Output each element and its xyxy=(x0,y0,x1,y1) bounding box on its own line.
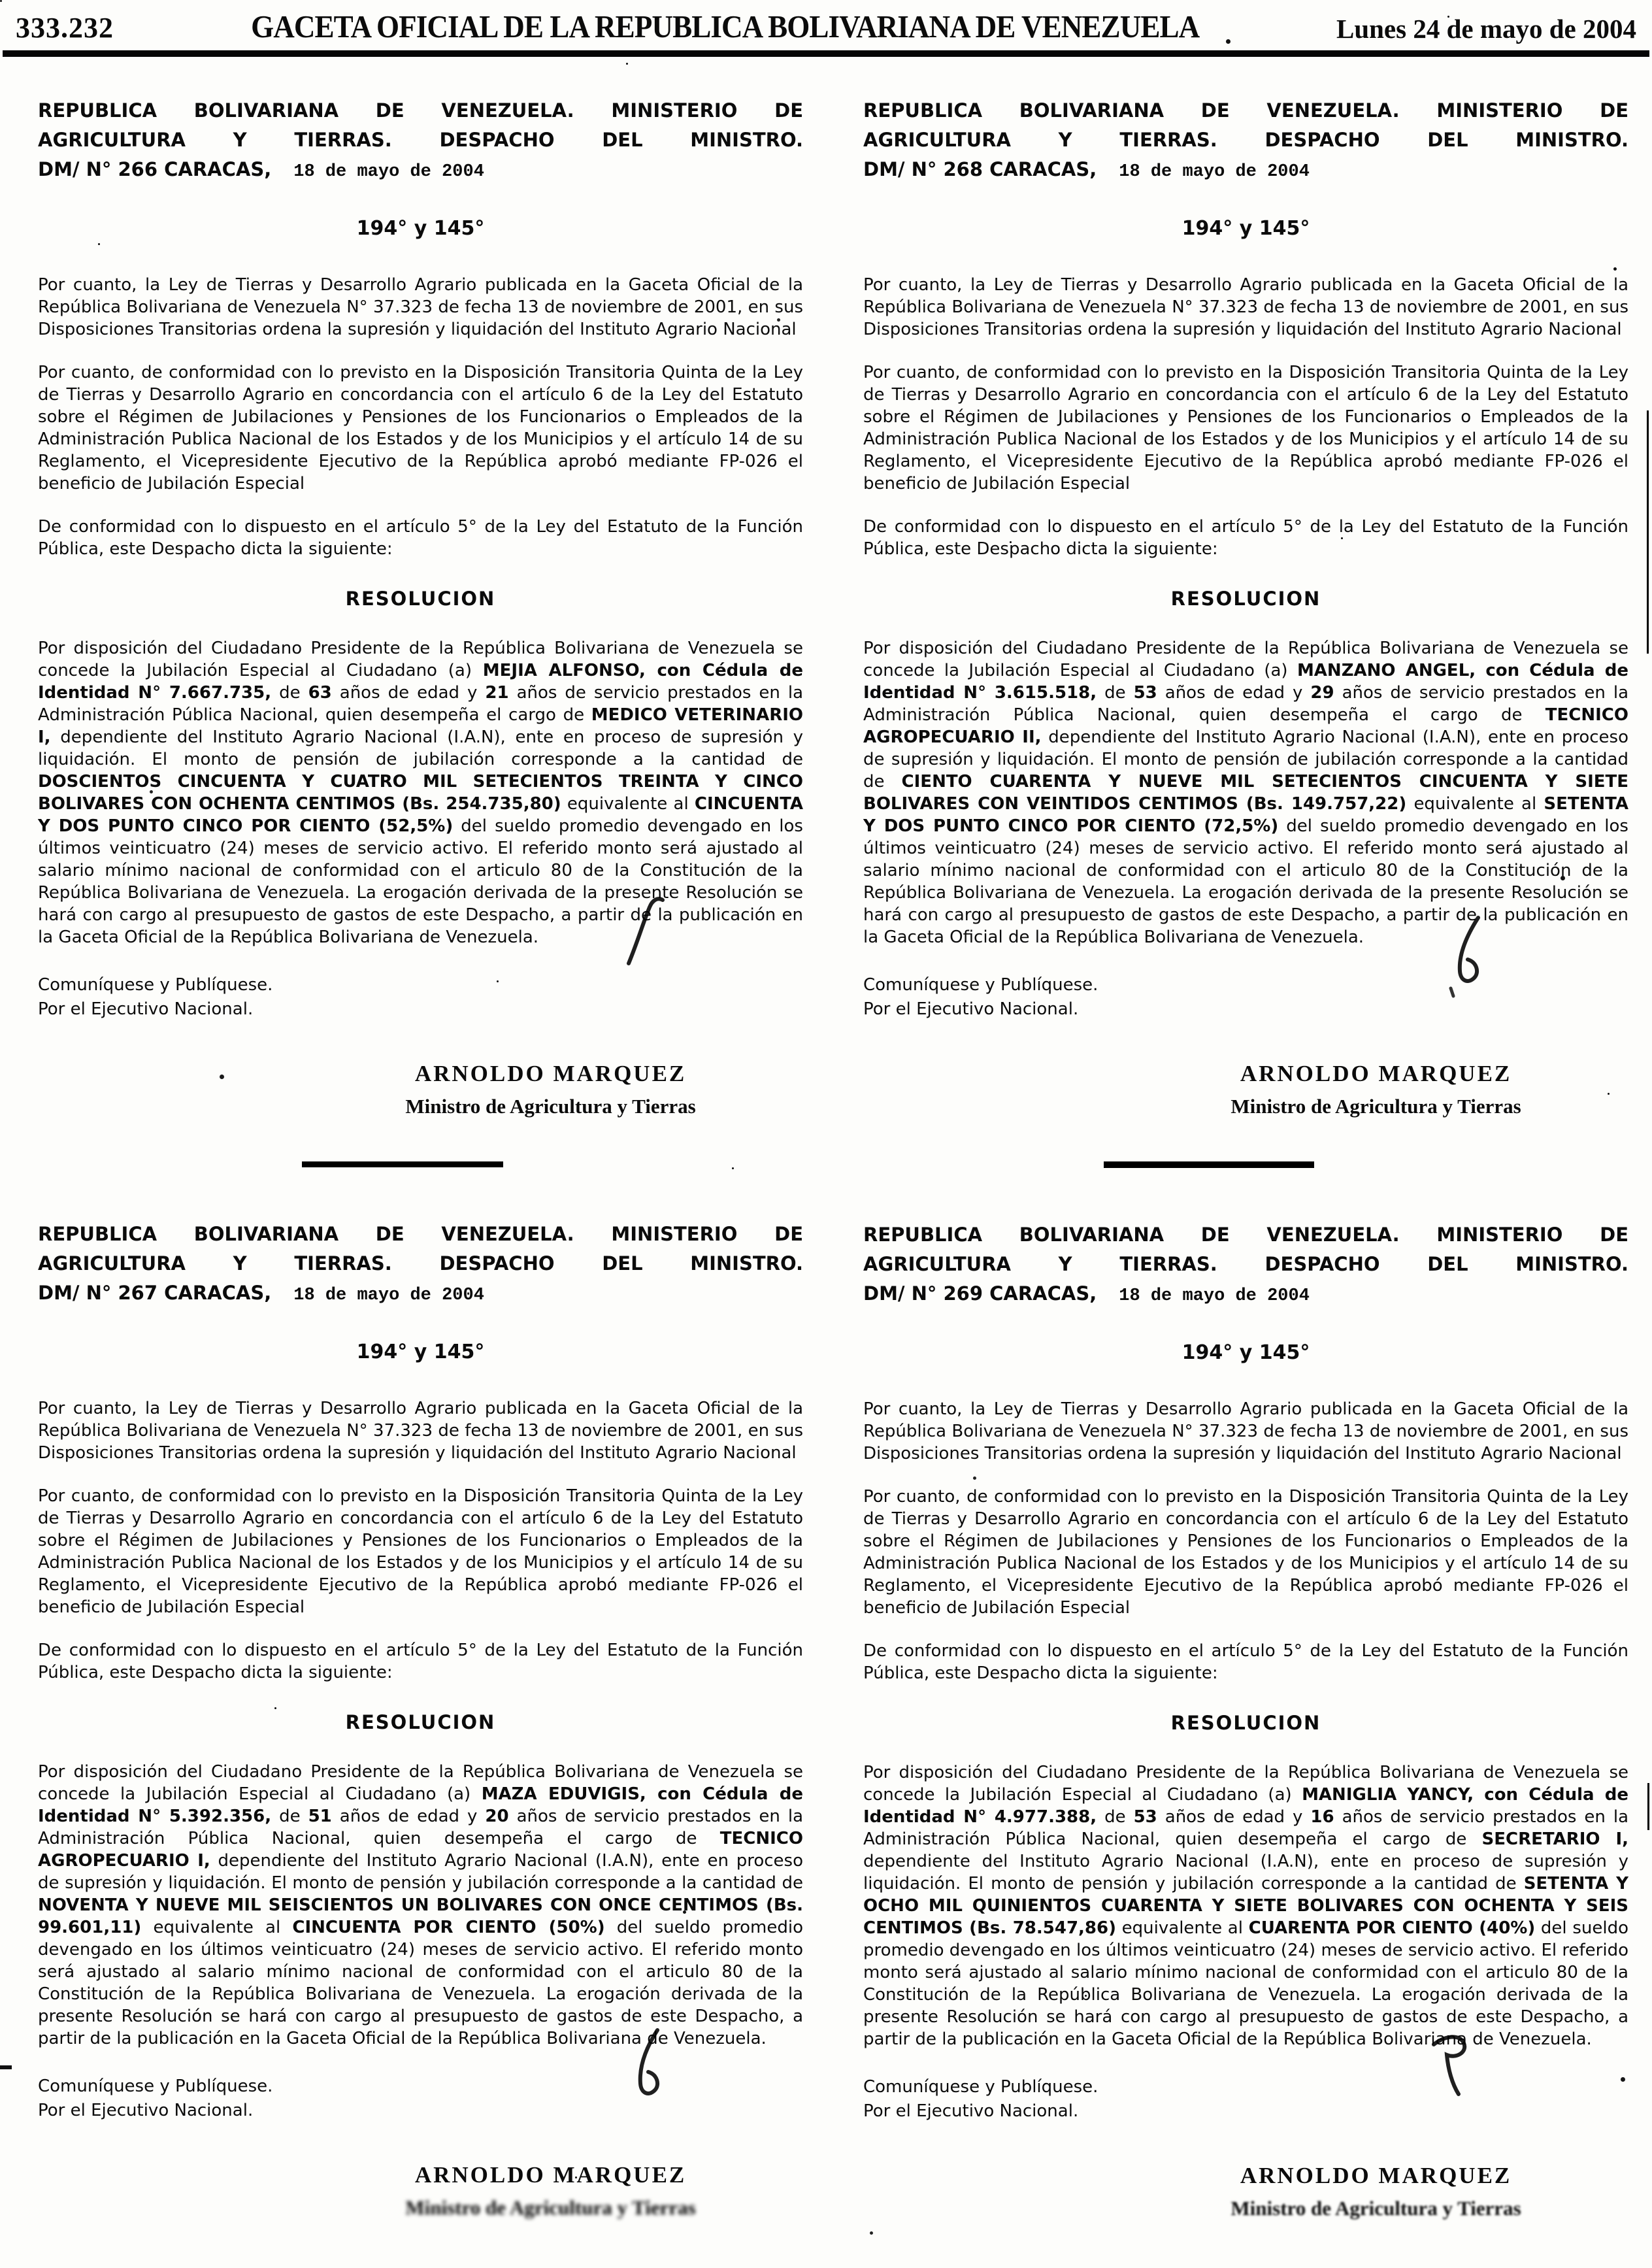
closing-block xyxy=(863,2075,1628,2124)
text-segment: SETENTA Y OCHO MIL QUINIENTOS CUARENTA Y SIETE BOLIVARES CON OCHENTA Y SEIS CENTIMOS (Bs. 78.547,86) xyxy=(863,1874,1628,1938)
text-segment: 20 xyxy=(485,1807,509,1826)
text-segment: del sueldo promedio devengado en los últimos veinticuatro (24) meses de servicio activo. El referido monto será ajustado al salario mínimo nacional de conformidad con el articulo 80 de la Constitución de la República Bolivariana de Venezuela. La erogación derivada de la presente Resolución se hará con cargo al presupuesto de gastos de este Despacho, a partir de la publicación en la Gaceta Oficial de la República Bolivariana de Venezuela. xyxy=(863,816,1628,947)
dm-date: 18 de mayo de 2004 xyxy=(293,162,484,182)
closing-block xyxy=(38,2075,803,2123)
closing-communique: Comuníquese y Publíquese. xyxy=(863,2077,1099,2097)
text-segment: de xyxy=(1097,1807,1134,1827)
text-segment: Por disposición del Ciudadano Presidente de la República Bolivariana de Venezuela se concede la Jubilación Especial al Ciudadano (a) xyxy=(38,639,803,680)
whereas-paragraph-2: Por cuanto, de conformidad con lo previsto en la Disposición Transitoria Quinta de la Ley de Tierras y Desarrollo Agrario en concordancia con el artículo 6 de la Ley del Estatuto sobre el Régimen de Jubilaciones y Pensiones de los Funcionarios o Empleados de la Administración Publica Nacional de los Estados y de los Municipios y el artículo 14 de su Reglamento, el Vicepresidente Ejecutivo de la República aprobó mediante FP-026 el beneficio de Jubilación Especial xyxy=(38,363,803,493)
dm-line: DM/ N° 267 CARACAS, 18 de mayo de 2004 xyxy=(38,1282,484,1305)
resolution-268 xyxy=(863,96,1628,1118)
header-rule xyxy=(3,50,1649,57)
years-heading: 194° y 145° xyxy=(356,217,485,240)
dm-line: DM/ N° 266 CARACAS, 18 de mayo de 2004 xyxy=(38,158,484,182)
text-segment: dependiente del Instituto Agrario Nacional (I.A.N), ente en proceso de supresión y liquidación. El monto de pensión y jubilación corresponde a la cantidad de xyxy=(863,1852,1628,1893)
section-divider xyxy=(1104,1161,1314,1168)
text-segment: 63 xyxy=(308,683,332,703)
text-segment: CIENTO CUARENTA Y NUEVE MIL SETECIENTOS CINCUENTA Y SIETE BOLIVARES CON VEINTIDOS CENTIMOS (Bs. 149.757,22) xyxy=(863,772,1628,814)
resolution-body-paragraph xyxy=(38,1761,803,2050)
dictum-paragraph: De conformidad con lo dispuesto en el artículo 5° de la Ley del Estatuto de la Función Pública, este Despacho dicta la siguiente: xyxy=(863,517,1628,559)
text-segment: de xyxy=(271,1807,308,1826)
signature-block xyxy=(298,2162,803,2220)
dictum-paragraph: De conformidad con lo dispuesto en el artículo 5° de la Ley del Estatuto de la Función Pública, este Despacho dicta la siguiente: xyxy=(38,517,803,559)
text-segment: años de edad y xyxy=(331,1807,486,1826)
page-number: 333.232 xyxy=(16,12,114,44)
text-segment: NOVENTA Y NUEVE MIL SEISCIENTOS UN BOLIVARES CON ONCE CENTIMOS (Bs. 99.601,11) xyxy=(38,1895,803,1937)
org-header-text: REPUBLICA BOLIVARIANA DE VENEZUELA. MINISTERIO DE AGRICULTURA Y TIERRAS. DESPACHO DEL MINISTRO. xyxy=(38,99,803,151)
resolution-266 xyxy=(38,96,803,1118)
text-segment: con Cédula de Identidad N° 7.667.735, xyxy=(38,661,803,703)
text-segment: dependiente del Instituto Agrario Nacional (I.A.N), ente en proceso de supresión y liquidación. El monto de pensión y jubilación corresponde a la cantidad de xyxy=(38,1851,803,1893)
text-segment: de xyxy=(271,683,308,703)
scan-edge-artifact xyxy=(1647,1783,1649,1830)
text-segment: 53 xyxy=(1133,683,1157,703)
resolution-body-paragraph xyxy=(863,637,1628,948)
whereas-paragraph-2: Por cuanto, de conformidad con lo previsto en la Disposición Transitoria Quinta de la Ley de Tierras y Desarrollo Agrario en concordancia con el artículo 6 de la Ley del Estatuto sobre el Régimen de Jubilaciones y Pensiones de los Funcionarios o Empleados de la Administración Publica Nacional de los Estados y de los Municipios y el artículo 14 de su Reglamento, el Vicepresidente Ejecutivo de la República aprobó mediante FP-026 el beneficio de Jubilación Especial xyxy=(863,363,1628,493)
text-segment: MEJIA ALFONSO, xyxy=(482,661,646,680)
text-segment: Por disposición del Ciudadano Presidente de la República Bolivariana de Venezuela se concede la Jubilación Especial al Ciudadano (a) xyxy=(38,1762,803,1804)
dm-date: 18 de mayo de 2004 xyxy=(293,1286,484,1305)
whereas-paragraph-1: Por cuanto, la Ley de Tierras y Desarrollo Agrario publicada en la Gaceta Oficial de la República Bolivariana de Venezuela N° 37.323 de fecha 13 de noviembre de 2001, en sus Disposiciones Transitorias ordena la supresión y liquidación del Instituto Agrario Nacional xyxy=(38,1399,803,1463)
closing-executive: Por el Ejecutivo Nacional. xyxy=(863,2101,1079,2121)
right-column xyxy=(863,96,1628,2220)
closing-executive: Por el Ejecutivo Nacional. xyxy=(863,999,1079,1019)
columns xyxy=(0,57,1652,2220)
text-segment: años de edad y xyxy=(1157,1807,1311,1827)
whereas-paragraph-2: Por cuanto, de conformidad con lo previsto en la Disposición Transitoria Quinta de la Ley de Tierras y Desarrollo Agrario en concordancia con el artículo 6 de la Ley del Estatuto sobre el Régimen de Jubilaciones y Pensiones de los Funcionarios o Empleados de la Administración Publica Nacional de los Estados y de los Municipios y el artículo 14 de su Reglamento, el Vicepresidente Ejecutivo de la República aprobó mediante FP-026 el beneficio de Jubilación Especial xyxy=(38,1486,803,1617)
text-segment: años de servicio prestados en la Administración Pública Nacional, quien desempeña el cargo de xyxy=(863,683,1629,725)
resolution-267 xyxy=(38,1220,803,2220)
dictum-paragraph: De conformidad con lo dispuesto en el artículo 5° de la Ley del Estatuto de la Función Pública, este Despacho dicta la siguiente: xyxy=(863,1641,1628,1683)
years-heading: 194° y 145° xyxy=(1181,1341,1310,1364)
dm-date: 18 de mayo de 2004 xyxy=(1119,162,1310,182)
resolution-269 xyxy=(863,1220,1628,2220)
signature-title: Ministro de Agricultura y Tierras xyxy=(1231,2197,1521,2220)
text-segment: 21 xyxy=(485,683,509,703)
section-divider xyxy=(302,1161,503,1167)
text-segment: dependiente del Instituto Agrario Nacional (I.A.N), ente en proceso de supresión y liquidación. El monto de pensión de jubilación corresponde a la cantidad de xyxy=(863,727,1628,792)
signature-name: ARNOLDO MARQUEZ xyxy=(1240,2163,1512,2188)
signature-block xyxy=(1123,2163,1628,2220)
text-segment: TECNICO AGROPECUARIO I, xyxy=(38,1829,803,1871)
left-column xyxy=(38,96,803,2220)
text-segment: 53 xyxy=(1133,1807,1157,1827)
signature-block xyxy=(298,1061,803,1118)
text-segment: del sueldo promedio devengado en los últimos veinticuatro (24) meses de servicio activo. El referido monto será ajustado al salario mínimo nacional de conformidad con el articulo 80 de la Constitución de la República Bolivariana de Venezuela. La erogación derivada de la presente Resolución se hará con cargo al presupuesto de gastos de este Despacho, a partir de la publicación en la Gaceta Oficial de la República Bolivariana de Venezuela. xyxy=(38,816,803,947)
text-segment: Por disposición del Ciudadano Presidente de la República Bolivariana de Venezuela se concede la Jubilación Especial al Ciudadano (a) xyxy=(863,639,1628,680)
text-segment: con Cédula de Identidad N° 5.392.356, xyxy=(38,1784,803,1826)
years-heading: 194° y 145° xyxy=(356,1341,485,1363)
org-header-paragraph xyxy=(863,96,1628,187)
text-segment: 51 xyxy=(308,1807,332,1826)
resolution-body-paragraph xyxy=(38,637,803,948)
text-segment: años de servicio prestados en la Administración Pública Nacional, quien desempeña el cargo de xyxy=(863,1807,1629,1849)
scan-edge-artifact xyxy=(1647,410,1649,654)
closing-communique: Comuníquese y Publíquese. xyxy=(38,2076,273,2096)
signature-name: ARNOLDO MARQUEZ xyxy=(1240,1061,1512,1086)
text-segment: dependiente del Instituto Agrario Nacional (I.A.N), ente en proceso de supresión y liquidación. El monto de pensión de jubilación corresponde a la cantidad de xyxy=(38,727,803,769)
signature-title: Ministro de Agricultura y Tierras xyxy=(405,2196,696,2219)
whereas-paragraph-1: Por cuanto, la Ley de Tierras y Desarrollo Agrario publicada en la Gaceta Oficial de la República Bolivariana de Venezuela N° 37.323 de fecha 13 de noviembre de 2001, en sus Disposiciones Transitorias ordena la supresión y liquidación del Instituto Agrario Nacional xyxy=(863,275,1628,339)
text-segment: años de edad y xyxy=(1157,683,1311,703)
resolution-heading: RESOLUCION xyxy=(1170,588,1321,610)
signature-name: ARNOLDO MARQUEZ xyxy=(414,1061,687,1086)
text-segment: equivalente al xyxy=(561,794,695,814)
text-segment: DOSCIENTOS CINCUENTA Y CUATRO MIL SETECIENTOS TREINTA Y CINCO BOLIVARES CON OCHENTA CENTIMOS (Bs. 254.735,80) xyxy=(38,772,803,814)
text-segment: MANIGLIA YANCY, xyxy=(1302,1785,1474,1805)
text-segment: años de servicio prestados en la Administración Pública Nacional, quien desempeña el cargo de xyxy=(38,683,804,725)
dictum-paragraph: De conformidad con lo dispuesto en el artículo 5° de la Ley del Estatuto de la Función Pública, este Despacho dicta la siguiente: xyxy=(38,1641,803,1682)
text-segment: CINCUENTA POR CIENTO (50%) xyxy=(292,1918,605,1937)
scan-edge-artifact xyxy=(0,2065,12,2069)
whereas-paragraph-1: Por cuanto, la Ley de Tierras y Desarrollo Agrario publicada en la Gaceta Oficial de la República Bolivariana de Venezuela N° 37.323 de fecha 13 de noviembre de 2001, en sus Disposiciones Transitorias ordena la supresión y liquidación del Instituto Agrario Nacional xyxy=(38,275,803,339)
signature-block xyxy=(1123,1061,1628,1118)
text-segment: equivalente al xyxy=(1406,794,1544,814)
masthead xyxy=(114,10,1336,42)
text-segment: de xyxy=(1097,683,1134,703)
whereas-paragraph-2: Por cuanto, de conformidad con lo previsto en la Disposición Transitoria Quinta de la Ley de Tierras y Desarrollo Agrario en concordancia con el artículo 6 de la Ley del Estatuto sobre el Régimen de Jubilaciones y Pensiones de los Funcionarios o Empleados de la Administración Publica Nacional de los Estados y de los Municipios y el artículo 14 de su Reglamento, el Vicepresidente Ejecutivo de la República aprobó mediante FP-026 el beneficio de Jubilación Especial xyxy=(863,1487,1628,1618)
signature-title: Ministro de Agricultura y Tierras xyxy=(1231,1095,1521,1118)
closing-communique: Comuníquese y Publíquese. xyxy=(863,975,1099,995)
closing-block xyxy=(863,973,1628,1022)
closing-communique: Comuníquese y Publíquese. xyxy=(38,975,273,995)
dm-line: DM/ N° 268 CARACAS, 18 de mayo de 2004 xyxy=(863,158,1310,182)
signature-title: Ministro de Agricultura y Tierras xyxy=(405,1095,696,1118)
masthead-title: GACETA OFICIAL DE LA REPUBLICA BOLIVARIANA DE VENEZUELA xyxy=(250,8,1200,44)
text-segment: del sueldo promedio devengado en los últimos veinticuatro (24) meses de servicio activo. El referido monto será ajustado al salario mínimo nacional de conformidad con el articulo 80 de la Constitución de la República Bolivariana de Venezuela. La erogación derivada de la presente Resolución se hará con cargo al presupuesto de gastos de este Despacho, a partir de la publicación en la Gaceta Oficial de la República Bolivariana de Venezuela. xyxy=(38,1918,803,2048)
text-segment: equivalente al xyxy=(1115,1918,1249,1938)
closing-executive: Por el Ejecutivo Nacional. xyxy=(38,2101,254,2120)
dm-line: DM/ N° 269 CARACAS, 18 de mayo de 2004 xyxy=(863,1282,1310,1306)
page-header xyxy=(0,0,1652,42)
closing-block xyxy=(38,973,803,1022)
text-segment: 29 xyxy=(1310,683,1334,703)
text-segment: CUARENTA POR CIENTO (40%) xyxy=(1248,1918,1536,1938)
text-segment: TECNICO AGROPECUARIO II, xyxy=(863,705,1628,747)
closing-executive: Por el Ejecutivo Nacional. xyxy=(38,999,254,1019)
org-header-text: REPUBLICA BOLIVARIANA DE VENEZUELA. MINISTERIO DE AGRICULTURA Y TIERRAS. DESPACHO DEL MINISTRO. xyxy=(38,1223,803,1275)
text-segment: años de edad y xyxy=(331,683,486,703)
text-segment: SECRETARIO I, xyxy=(1481,1829,1629,1849)
org-header-paragraph xyxy=(38,96,803,187)
text-segment: MAZA EDUVIGIS, xyxy=(481,1784,646,1804)
text-segment: del sueldo promedio devengado en los últimos veinticuatro (24) meses de servicio activo. El referido monto será ajustado al salario mínimo nacional de conformidad con el articulo 80 de la Constitución de la República Bolivariana de Venezuela. La erogación derivada de la presente Resolución se hará con cargo al presupuesto de gastos de este Despacho, a partir de la publicación en la Gaceta Oficial de la República Bolivariana de Venezuela. xyxy=(863,1918,1628,2049)
text-segment: SETENTA Y DOS PUNTO CINCO POR CIENTO (72,5%) xyxy=(863,794,1628,836)
text-segment: años de servicio prestados en la Administración Pública Nacional, quien desempeña el cargo de xyxy=(38,1807,804,1848)
resolution-body-paragraph xyxy=(863,1761,1628,2050)
text-segment: con Cédula de Identidad N° 3.615.518, xyxy=(863,661,1628,703)
resolution-heading: RESOLUCION xyxy=(345,1711,496,1733)
org-header-paragraph xyxy=(863,1220,1628,1311)
org-header-text: REPUBLICA BOLIVARIANA DE VENEZUELA. MINISTERIO DE AGRICULTURA Y TIERRAS. DESPACHO DEL MINISTRO. xyxy=(863,99,1628,151)
org-header-paragraph xyxy=(38,1220,803,1310)
org-header-text: REPUBLICA BOLIVARIANA DE VENEZUELA. MINISTERIO DE AGRICULTURA Y TIERRAS. DESPACHO DEL MINISTRO. xyxy=(863,1224,1628,1275)
text-segment: MANZANO ANGEL, xyxy=(1297,661,1476,680)
dm-date: 18 de mayo de 2004 xyxy=(1119,1286,1310,1306)
header-date: Lunes 24 de mayo de 2004 xyxy=(1336,14,1636,44)
signature-name: ARNOLDO MARQUEZ xyxy=(414,2162,687,2188)
text-segment: MEDICO VETERINARIO I, xyxy=(38,705,803,747)
resolution-heading: RESOLUCION xyxy=(1170,1712,1321,1734)
text-segment: equivalente al xyxy=(141,1918,293,1937)
resolution-heading: RESOLUCION xyxy=(345,588,496,610)
text-segment: con Cédula de Identidad N° 4.977.388, xyxy=(863,1785,1628,1827)
text-segment: 16 xyxy=(1310,1807,1334,1827)
text-segment: CINCUENTA Y DOS PUNTO CINCO POR CIENTO (52,5%) xyxy=(38,794,803,836)
text-segment: Por disposición del Ciudadano Presidente de la República Bolivariana de Venezuela se concede la Jubilación Especial al Ciudadano (a) xyxy=(863,1763,1628,1805)
whereas-paragraph-1: Por cuanto, la Ley de Tierras y Desarrollo Agrario publicada en la Gaceta Oficial de la República Bolivariana de Venezuela N° 37.323 de fecha 13 de noviembre de 2001, en sus Disposiciones Transitorias ordena la supresión y liquidación del Instituto Agrario Nacional xyxy=(863,1399,1628,1463)
years-heading: 194° y 145° xyxy=(1181,217,1310,240)
